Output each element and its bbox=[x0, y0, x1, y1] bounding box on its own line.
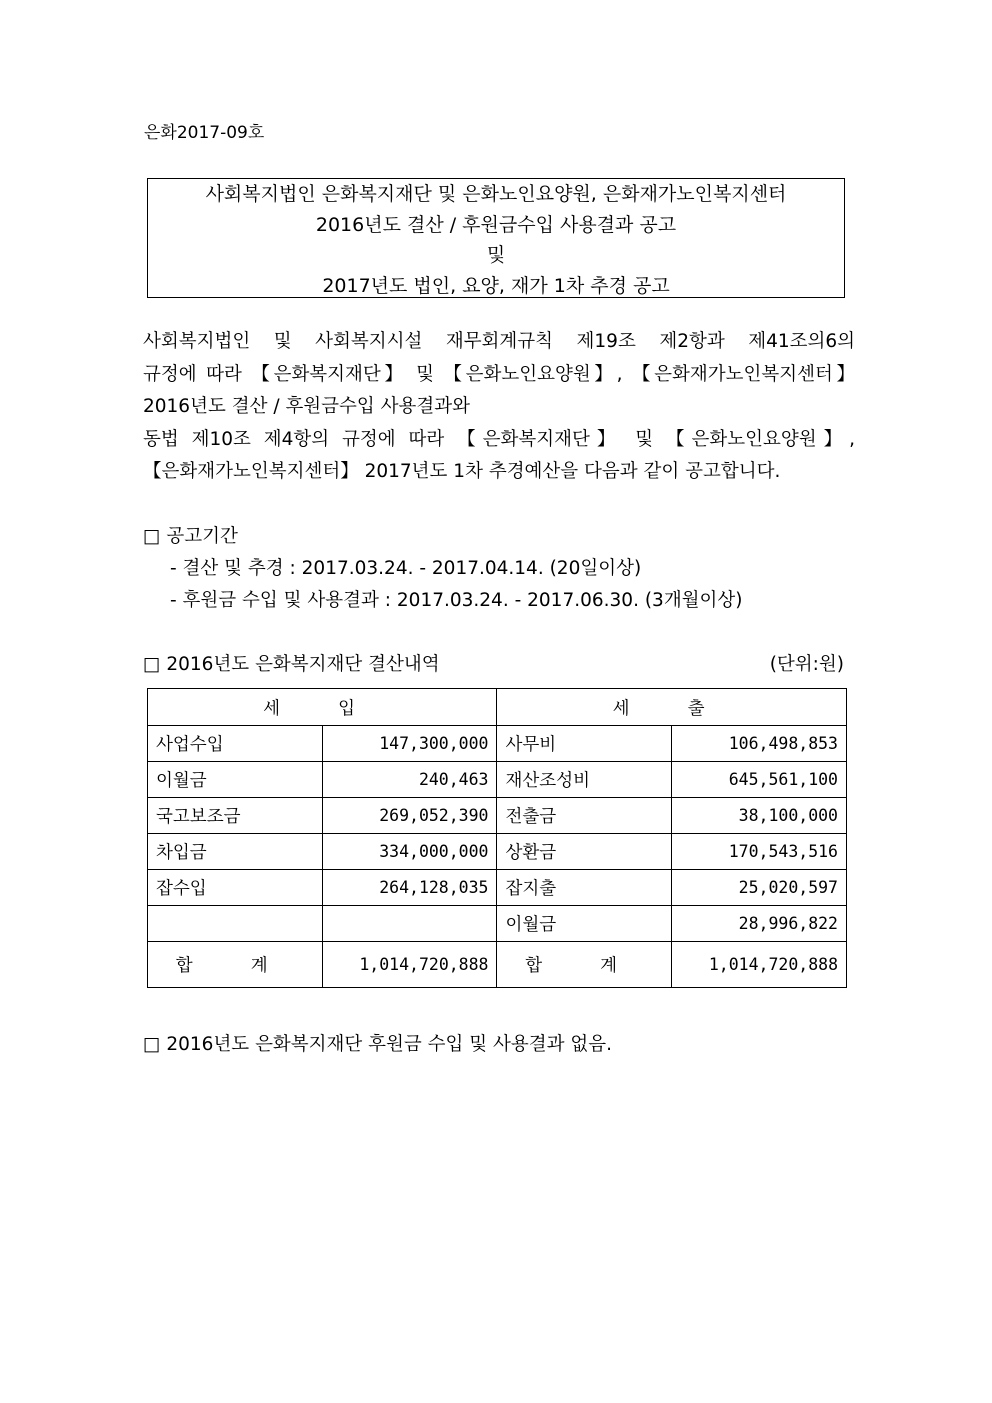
title-line: 2017년도 법인, 요양, 재가 1차 추경 공고 bbox=[322, 274, 670, 297]
title-line: 2016년도 결산 / 후원금수입 사용결과 공고 bbox=[315, 213, 677, 236]
revenue-amount: 264,128,035 bbox=[322, 870, 497, 906]
notice-period-item: - 후원금 수입 및 사용결과 : 2017.03.24. - 2017.06.30. (3개월이상) bbox=[170, 590, 743, 611]
revenue-item: 잡수입 bbox=[148, 870, 323, 906]
body-line: 2016년도 결산 / 후원금수입 사용결과와 bbox=[143, 396, 471, 417]
table-row bbox=[148, 762, 847, 798]
revenue-item: 차입금 bbox=[148, 834, 323, 870]
revenue-amount: 269,052,390 bbox=[322, 798, 497, 834]
title-line: 및 bbox=[486, 244, 506, 266]
total-row bbox=[148, 942, 847, 988]
body-line: 규정에 따라 【은화복지재단】 및 【은화노인요양원】, 【은화재가노인복지센터】 bbox=[143, 363, 855, 385]
total-label: 합 계 bbox=[148, 942, 323, 988]
expense-amount: 106,498,853 bbox=[672, 726, 847, 762]
expense-amount: 38,100,000 bbox=[672, 798, 847, 834]
body-line: 【은화재가노인복지센터】 2017년도 1차 추경예산을 다음과 같이 공고합니다. bbox=[143, 461, 781, 482]
revenue-amount bbox=[322, 906, 497, 942]
notice-period-item: - 결산 및 추경 : 2017.03.24. - 2017.04.14. (20일이상) bbox=[170, 558, 642, 579]
table-row bbox=[148, 906, 847, 942]
settlement-heading: □ 2016년도 은화복지재단 결산내역 bbox=[143, 654, 440, 675]
expense-amount: 645,561,100 bbox=[672, 762, 847, 798]
title-box bbox=[147, 178, 845, 298]
total-expense: 1,014,720,888 bbox=[672, 942, 847, 988]
expense-amount: 28,996,822 bbox=[672, 906, 847, 942]
table-row bbox=[148, 798, 847, 834]
unit-label: (단위:원) bbox=[769, 654, 844, 675]
expense-item: 전출금 bbox=[497, 798, 672, 834]
settlement-table bbox=[147, 688, 847, 988]
table-row bbox=[148, 834, 847, 870]
expense-header: 세 출 bbox=[497, 689, 847, 726]
total-label: 합 계 bbox=[497, 942, 672, 988]
body-line: 동법 제10조 제4항의 규정에 따라 【은화복지재단】 및 【은화노인요양원】, bbox=[143, 428, 855, 450]
notice-body bbox=[143, 326, 855, 489]
table-header-row bbox=[148, 689, 847, 726]
revenue-amount: 147,300,000 bbox=[322, 726, 497, 762]
body-line: 사회복지법인 및 사회복지시설 재무회계규칙 제19조 제2항과 제41조의6의 bbox=[143, 331, 855, 352]
table-row bbox=[148, 870, 847, 906]
revenue-amount: 240,463 bbox=[322, 762, 497, 798]
expense-item: 잡지출 bbox=[497, 870, 672, 906]
donation-note: □ 2016년도 은화복지재단 후원금 수입 및 사용결과 없음. bbox=[143, 1034, 613, 1055]
total-revenue: 1,014,720,888 bbox=[322, 942, 497, 988]
expense-item: 사무비 bbox=[497, 726, 672, 762]
title-line: 사회복지법인 은화복지재단 및 은화노인요양원, 은화재가노인복지센터 bbox=[205, 183, 787, 205]
revenue-item: 국고보조금 bbox=[148, 798, 323, 834]
expense-amount: 25,020,597 bbox=[672, 870, 847, 906]
revenue-amount: 334,000,000 bbox=[322, 834, 497, 870]
expense-amount: 170,543,516 bbox=[672, 834, 847, 870]
revenue-header: 세 입 bbox=[148, 689, 497, 726]
expense-item: 재산조성비 bbox=[497, 762, 672, 798]
revenue-item bbox=[148, 906, 323, 942]
document-number: 은화2017-09호 bbox=[144, 123, 265, 143]
table-row bbox=[148, 726, 847, 762]
notice-period-heading: □ 공고기간 bbox=[143, 526, 238, 547]
expense-item: 상환금 bbox=[497, 834, 672, 870]
expense-item: 이월금 bbox=[497, 906, 672, 942]
revenue-item: 사업수입 bbox=[148, 726, 323, 762]
revenue-item: 이월금 bbox=[148, 762, 323, 798]
